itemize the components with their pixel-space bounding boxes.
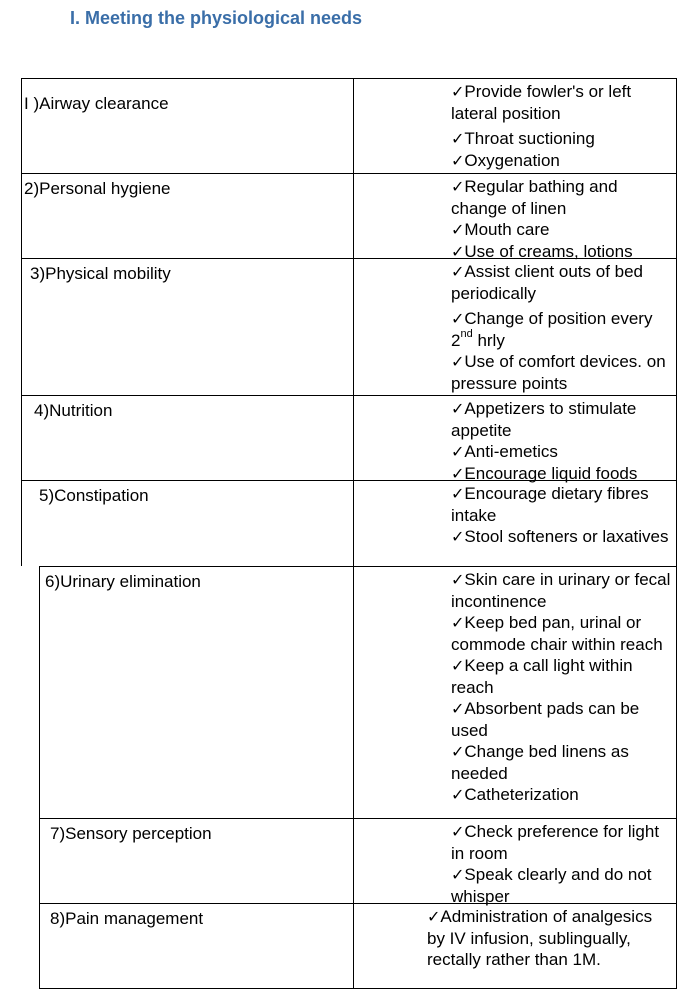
check-icon: ✓ (451, 529, 465, 546)
check-icon: ✓ (451, 153, 465, 170)
intervention-text: Check preference for light in room (451, 822, 660, 863)
intervention-text: Oxygenation (464, 151, 560, 170)
intervention-text: Encourage dietary fibres intake (451, 484, 649, 525)
ordinal-suffix: nd (460, 328, 473, 341)
check-icon: ✓ (451, 354, 465, 371)
check-icon: ✓ (451, 824, 465, 841)
check-icon: ✓ (427, 909, 441, 926)
intervention-text: Administration of analgesics by IV infusion, sublingually, rectally rather than 1M. (427, 907, 653, 969)
table-row (39, 818, 677, 906)
check-icon: ✓ (451, 264, 465, 281)
check-icon: ✓ (451, 658, 465, 675)
need-label: 8)Pain management (50, 909, 204, 928)
need-label: 6)Urinary elimination (45, 572, 201, 591)
intervention-text: Change of position every 2 (451, 309, 653, 350)
intervention-text: Regular bathing and change of linen (451, 177, 618, 218)
check-icon: ✓ (451, 615, 465, 632)
intervention-text: Use of creams, lotions (464, 242, 633, 261)
intervention-text: Keep a call light within reach (451, 656, 633, 697)
intervention-text: Skin care in urinary or fecal incontinence (451, 570, 671, 611)
need-label: 4)Nutrition (34, 401, 113, 420)
intervention-text: Appetizers to stimulate appetite (451, 399, 637, 440)
intervention-text: Keep bed pan, urinal or commode chair within reach (451, 613, 663, 654)
check-icon: ✓ (451, 466, 465, 483)
table-row (39, 903, 677, 989)
check-icon: ✓ (451, 867, 465, 884)
check-icon: ✓ (451, 701, 465, 718)
check-icon: ✓ (451, 311, 465, 328)
intervention-text: Stool softeners or laxatives (464, 527, 669, 546)
check-icon: ✓ (451, 244, 465, 261)
table-row (21, 173, 677, 261)
check-icon: ✓ (451, 787, 465, 804)
section-heading: I. Meeting the physiological needs (70, 8, 363, 28)
intervention-text: Assist client outs of bed periodically (451, 262, 643, 303)
intervention-text: Anti-emetics (464, 442, 558, 461)
check-icon: ✓ (451, 572, 465, 589)
intervention-text: Change bed linens as needed (451, 742, 629, 783)
table-row (21, 258, 677, 395)
check-icon: ✓ (451, 84, 465, 101)
need-label: 7)Sensory perception (50, 824, 212, 843)
check-icon: ✓ (451, 179, 465, 196)
intervention-text: Provide fowler's or left lateral position (451, 82, 632, 123)
intervention-text: Use of comfort devices. on pressure points (451, 352, 666, 393)
check-icon: ✓ (451, 744, 465, 761)
check-icon: ✓ (451, 401, 465, 418)
table-row (21, 480, 677, 566)
need-label: 5)Constipation (39, 486, 149, 505)
intervention-text: Mouth care (464, 220, 550, 239)
table-row (21, 395, 677, 483)
intervention-text: Encourage liquid foods (464, 464, 638, 483)
intervention-text: Catheterization (464, 785, 579, 804)
table-row (21, 78, 677, 173)
need-label: I )Airway clearance (24, 94, 169, 113)
intervention-text: Throat suctioning (464, 129, 595, 148)
need-label: 2)Personal hygiene (24, 179, 171, 198)
intervention-text: Speak clearly and do not whisper (451, 865, 652, 906)
check-icon: ✓ (451, 222, 465, 239)
check-icon: ✓ (451, 131, 465, 148)
check-icon: ✓ (451, 444, 465, 461)
check-icon: ✓ (451, 486, 465, 503)
intervention-text: Absorbent pads can be used (451, 699, 640, 740)
table-row (39, 566, 677, 818)
intervention-text: hrly (472, 331, 505, 350)
need-label: 3)Physical mobility (30, 264, 171, 283)
